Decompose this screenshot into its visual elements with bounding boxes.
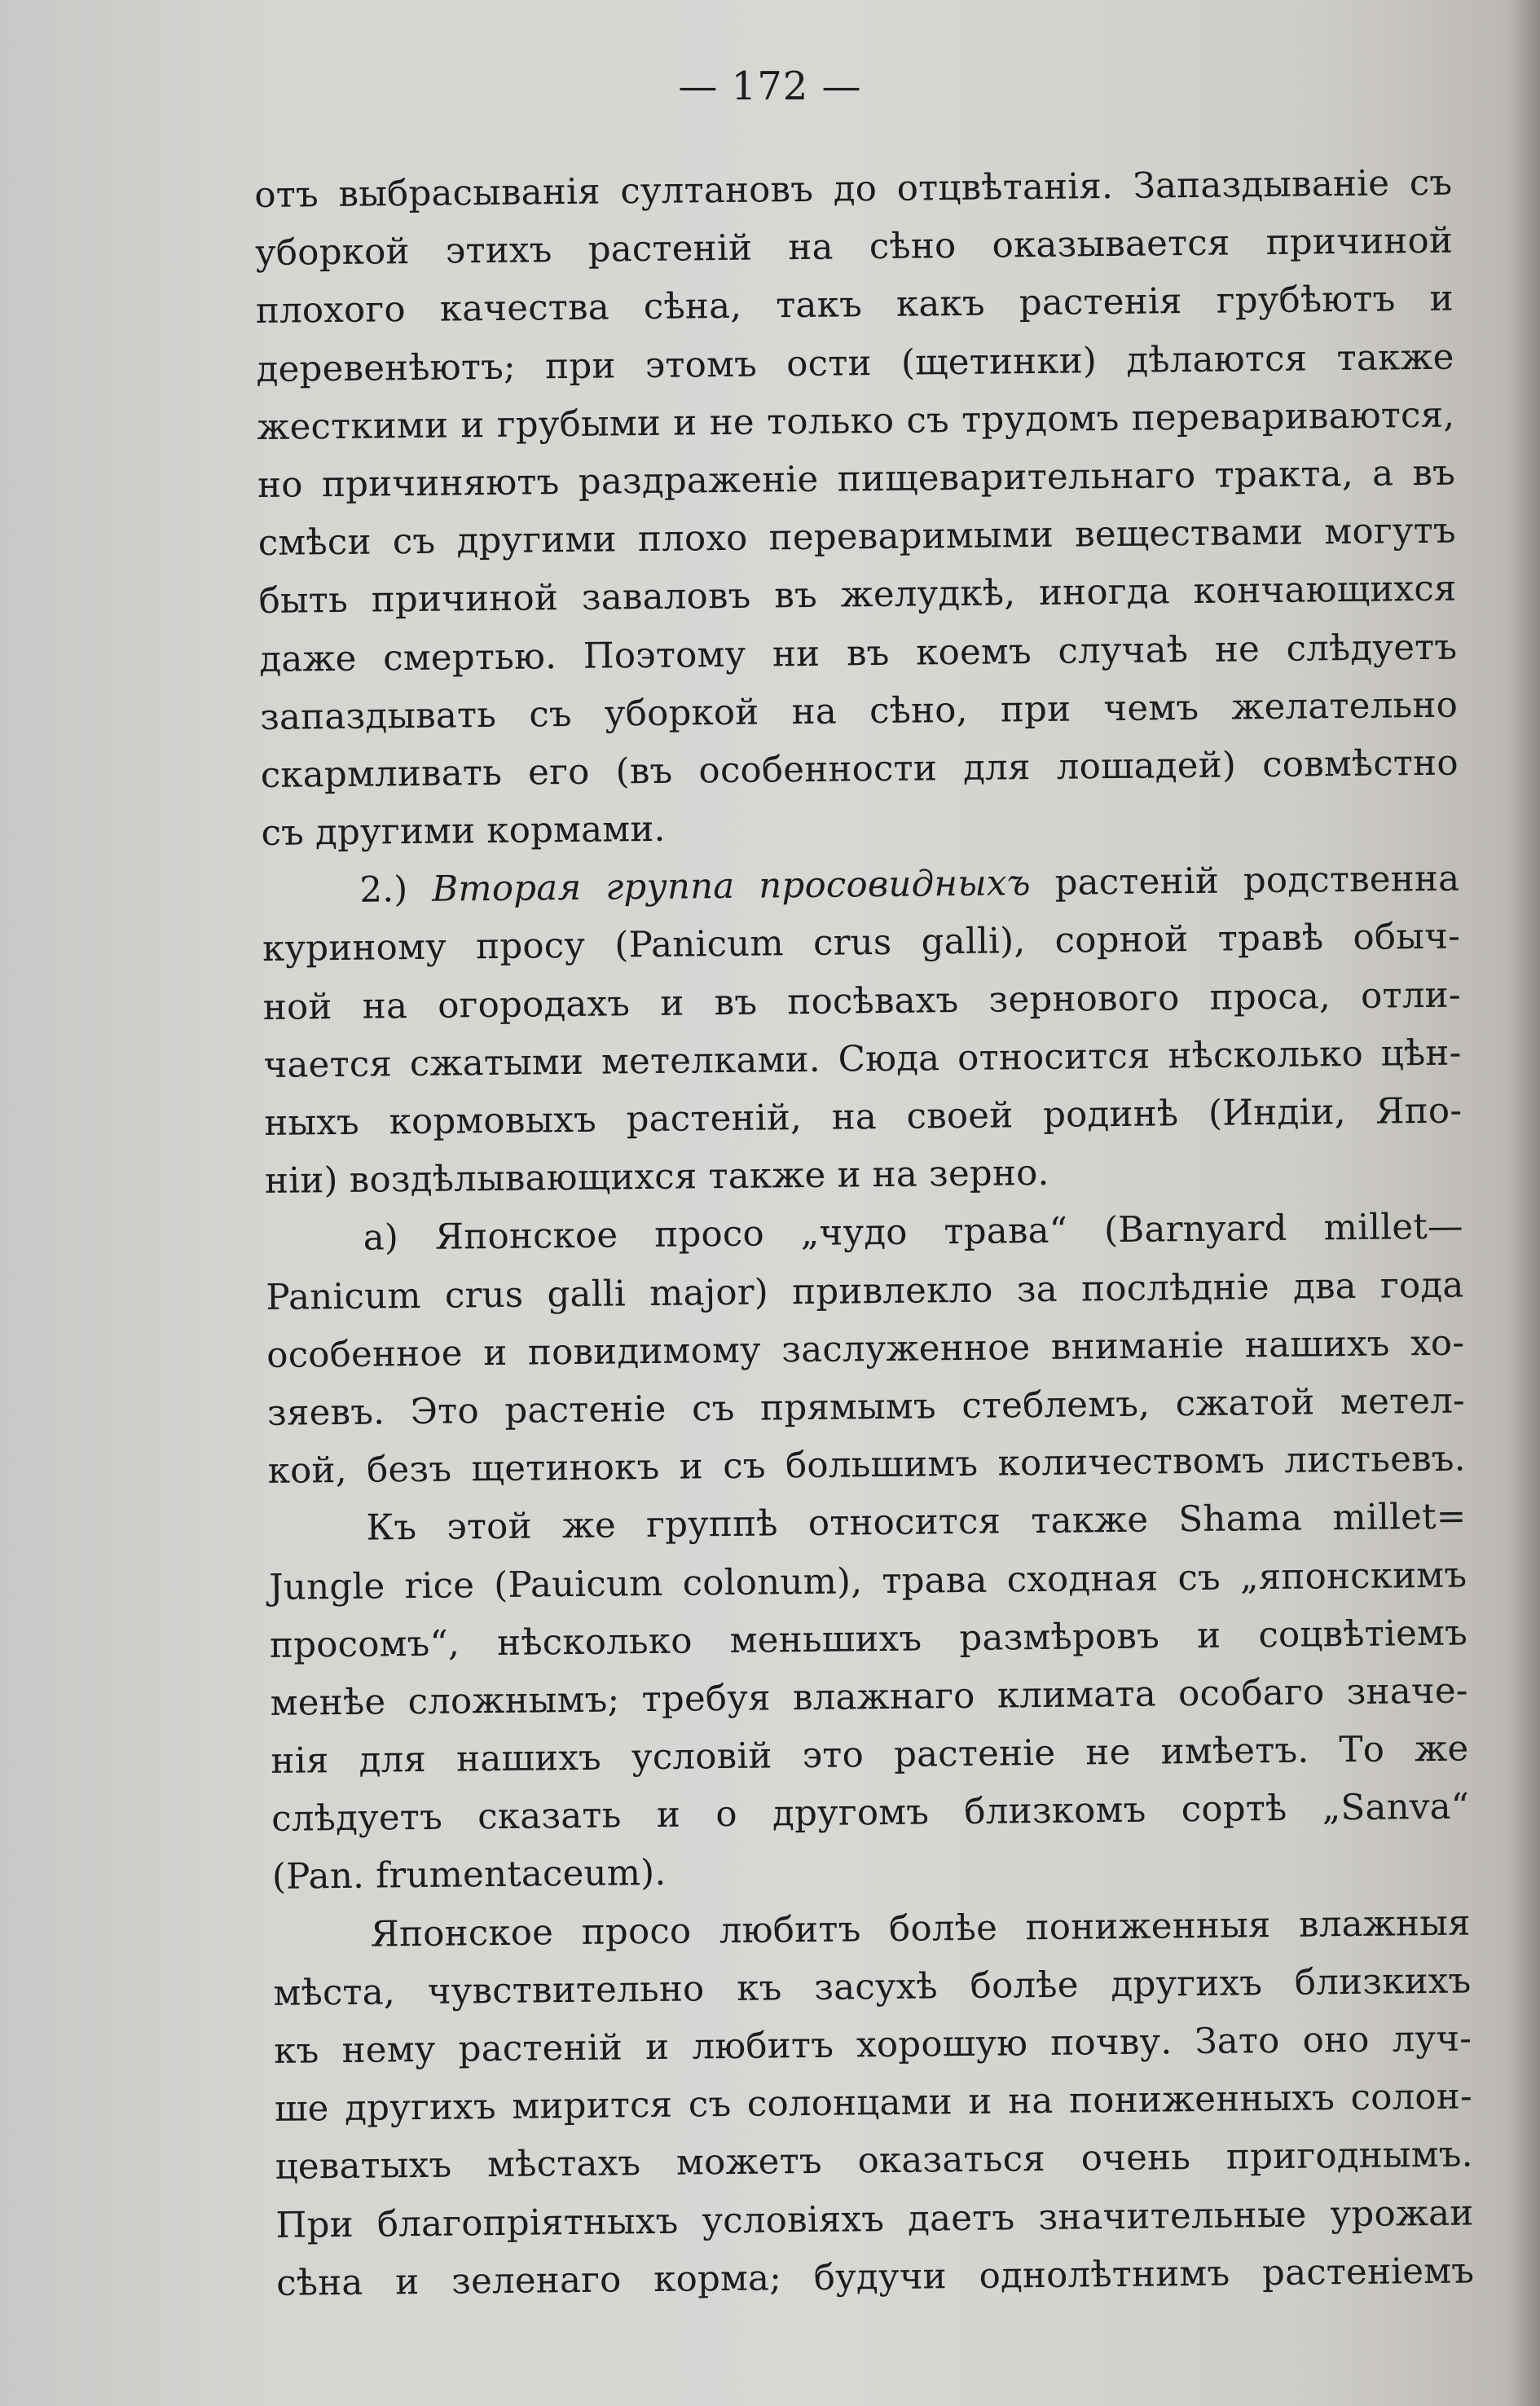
text-line: а) Японское просо „чудо трава“ (Barnyard millet— bbox=[363, 1206, 1463, 1260]
text-line: особенное и повидимому заслуженное вниманіе нашихъ хо- bbox=[266, 1322, 1465, 1376]
text-line: Къ этой же группѣ относится также Shama millet= bbox=[366, 1496, 1467, 1549]
italic-heading: Вторая группа просовидныхъ bbox=[431, 863, 1032, 911]
text-line: При благопріятныхъ условіяхъ даетъ значительные урожаи bbox=[275, 2193, 1474, 2246]
text-line: скармливать его (въ особенности для лошадей) совмѣстно bbox=[260, 742, 1459, 796]
text-line: чается сжатыми метелками. Сюда относится нѣсколько цѣн- bbox=[263, 1032, 1462, 1086]
text-line: куриному просу (Panicum crus galli), сорной травѣ обыч- bbox=[262, 916, 1461, 970]
text-line: кой, безъ щетинокъ и съ большимъ количествомъ листьевъ. bbox=[267, 1438, 1466, 1493]
text-line: цеватыхъ мѣстахъ можетъ оказаться очень пригоднымъ. bbox=[275, 2134, 1473, 2188]
text-line: сѣна и зеленаго корма; будучи однолѣтнимъ растеніемъ bbox=[275, 2250, 1475, 2304]
text-line: даже смертью. Поэтому ни въ коемъ случаѣ не слѣдуетъ bbox=[259, 627, 1458, 680]
text-line: быть причиной заваловъ въ желудкѣ, иногда кончающихся bbox=[258, 568, 1457, 622]
text-line: ной на огородахъ и въ посѣвахъ зернового проса, отли- bbox=[262, 974, 1461, 1028]
text-line: мѣста, чувствительно къ засухѣ болѣе другихъ близкихъ bbox=[273, 1960, 1472, 2014]
text-line: (Pan. frumentaceum). bbox=[271, 1853, 667, 1898]
text-line: плохого качества сѣна, такъ какъ растенія грубѣютъ и bbox=[255, 278, 1454, 332]
text-line: зяевъ. Это растеніе съ прямымъ стеблемъ, сжатой метел- bbox=[266, 1380, 1466, 1434]
text-line: но причиняютъ раздраженіе пищеварительнаго тракта, а въ bbox=[257, 452, 1456, 506]
text-line: менѣе сложнымъ; требуя влажнаго климата особаго значе- bbox=[270, 1670, 1468, 1724]
text-line: отъ выбрасыванія султановъ до отцвѣтанія. Запаздываніе съ bbox=[254, 162, 1453, 216]
text-line: ніи) воздѣлывающихся также и на зерно. bbox=[264, 1153, 1049, 1203]
text-line: Японское просо любитъ болѣе пониженныя влажныя bbox=[370, 1902, 1471, 1955]
text-line: ше другихъ мирится съ солонцами и на пониженныхъ солон- bbox=[274, 2076, 1473, 2131]
text-line: ныхъ кормовыхъ растеній, на своей родинѣ (Индіи, Япо- bbox=[264, 1090, 1463, 1144]
text-segment: растеній родственна bbox=[1054, 858, 1460, 904]
body-text bbox=[254, 155, 1475, 2313]
text-line: слѣдуетъ сказать и о другомъ близкомъ сортѣ „Sanva“ bbox=[271, 1786, 1470, 1841]
page-number: — 172 — bbox=[678, 64, 862, 109]
text-line: смѣси съ другими плохо переваримыми веществами могутъ bbox=[257, 510, 1457, 565]
text-line: просомъ“, нѣсколько меньшихъ размѣровъ и соцвѣтіемъ bbox=[269, 1612, 1468, 1666]
text-line: уборкой этихъ растеній на сѣно оказывается причиной bbox=[254, 220, 1454, 275]
text-line: деревенѣютъ; при этомъ ости (щетинки) дѣлаются также bbox=[256, 336, 1454, 390]
text-line: съ другими кормами. bbox=[261, 808, 666, 855]
text-line: нія для нашихъ условій это растеніе не имѣетъ. То же bbox=[271, 1728, 1469, 1782]
text-line: Panicum crus galli major) привлекло за послѣдніе два года bbox=[266, 1265, 1464, 1318]
text-line: къ нему растеній и любитъ хорошую почву. Зато оно луч- bbox=[273, 2018, 1472, 2072]
text-line: запаздывать съ уборкой на сѣно, при чемъ желательно bbox=[259, 684, 1459, 738]
text-line: Jungle rice (Pauicum colonum), трава сходная съ „японскимъ bbox=[268, 1555, 1467, 1608]
text-line: жесткими и грубыми и не только съ трудомъ перевариваются, bbox=[257, 394, 1455, 448]
list-number: 2.) bbox=[359, 869, 408, 911]
